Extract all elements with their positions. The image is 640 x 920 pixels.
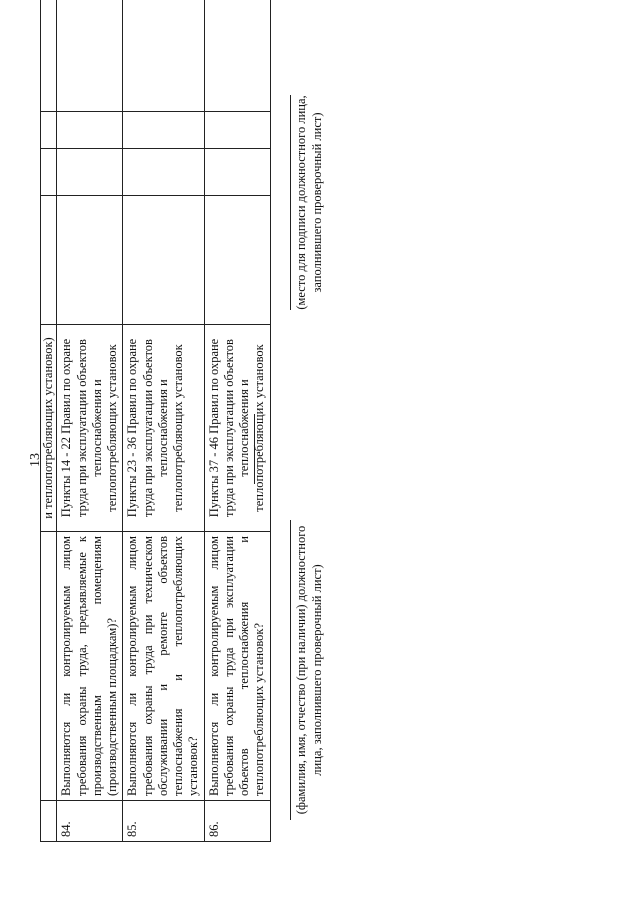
answer-cell — [204, 149, 270, 196]
note-cell — [123, 0, 204, 112]
signature-line — [254, 414, 255, 484]
table-row — [41, 0, 57, 842]
answer-cell — [123, 112, 204, 149]
reference-continuation: и теплопотребляющих установок) — [41, 337, 55, 519]
answer-cell — [204, 196, 270, 325]
signature-caption: (место для подписи должностного лица, заполнившего проверочный лист) — [290, 95, 326, 310]
table-cell — [41, 325, 57, 532]
row-number: 84. — [57, 801, 123, 842]
table-cell — [41, 149, 57, 196]
answer-cell — [57, 112, 123, 149]
table-cell — [41, 196, 57, 325]
answer-cell — [123, 196, 204, 325]
reference-text: Пункты 37 - 46 Правил по охране труда при эксплуатации объектов теплоснабжения и теплопотребляющих установок — [204, 325, 270, 532]
table-cell — [41, 0, 57, 112]
note-cell — [204, 0, 270, 112]
table-cell — [41, 112, 57, 149]
answer-cell — [57, 149, 123, 196]
table-row — [57, 0, 123, 842]
answer-cell — [57, 196, 123, 325]
answer-cell — [204, 112, 270, 149]
table-row — [123, 0, 204, 842]
reference-text: Пункты 23 - 36 Правил по охране труда при эксплуатации объектов теплоснабжения и теплопотребляющих установок — [123, 325, 204, 532]
page-number: 13 — [28, 453, 43, 467]
checklist-table — [40, 0, 271, 842]
question-text: Выполняются ли контролируемым лицом требования охраны труда, предъявляемые к производственным помещениям (производственным площадкам)? — [57, 532, 123, 801]
answer-cell — [123, 149, 204, 196]
table-cell — [41, 801, 57, 842]
row-number: 86. — [204, 801, 270, 842]
question-text: Выполняются ли контролируемым лицом требования охраны труда при техническом обслуживании и ремонте объектов теплоснабжения и теплопотребляющих установок? — [123, 532, 204, 801]
table-row — [204, 0, 270, 842]
question-text: Выполняются ли контролируемым лицом требования охраны труда при эксплуатации объектов теплоснабжения и теплопотребляющих установок? — [204, 532, 270, 801]
name-caption: (фамилия, имя, отчество (при наличии) должностного лица, заполнившего проверочный лист) — [290, 520, 326, 820]
table-cell — [41, 532, 57, 801]
reference-text: Пункты 14 - 22 Правил по охране труда при эксплуатации объектов теплоснабжения и теплопотребляющих установок — [57, 325, 123, 532]
row-number: 85. — [123, 801, 204, 842]
note-cell — [57, 0, 123, 112]
